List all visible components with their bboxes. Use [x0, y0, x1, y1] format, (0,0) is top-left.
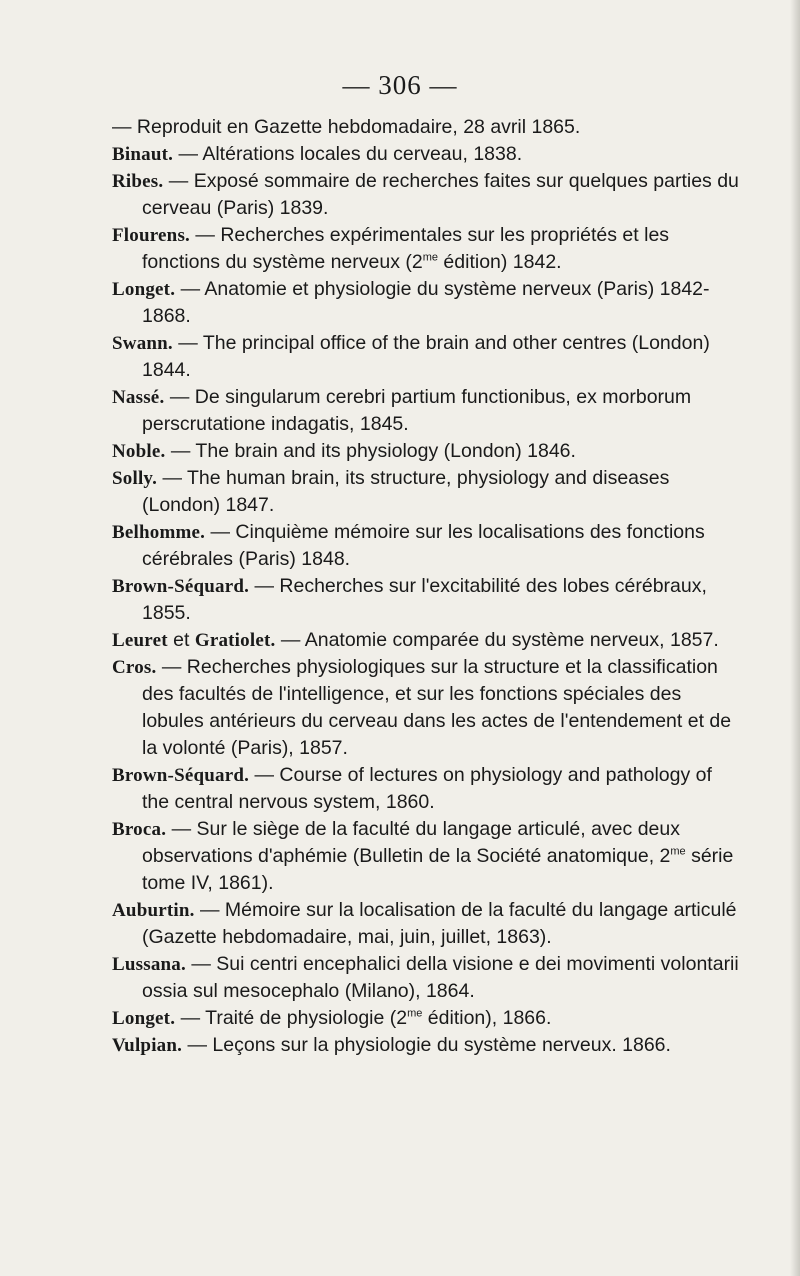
- bibliography-entry: [112, 384, 742, 438]
- bibliography-entry: [112, 762, 742, 816]
- bibliography-entry: [112, 141, 742, 168]
- entry-text: — Sui centri encephalici della visione e dei movimenti volontarii ossia sul mesocephalo (Milano), 1864.: [142, 953, 739, 1002]
- entry-author: Leuret: [112, 630, 168, 651]
- entry-text: — Sur le siège de la faculté du langage articulé, avec deux observations d'aphémie (Bulletin de la Société anatomique, 2: [142, 818, 680, 867]
- entry-author: Belhomme.: [112, 522, 206, 543]
- entry-text: — Course of lectures on physiology and pathology of the central nervous system, 1860.: [142, 764, 712, 813]
- bibliography-entry: [112, 114, 742, 141]
- entry-text: — Exposé sommaire de recherches faites sur quelques parties du cerveau (Paris) 1839.: [142, 170, 739, 219]
- entry-author: Lussana.: [112, 954, 186, 975]
- entry-text: — The principal office of the brain and other centres (London) 1844.: [142, 332, 710, 381]
- entry-superscript: me: [422, 251, 439, 264]
- bibliography-entry: [112, 330, 742, 384]
- entry-text-after: édition) 1842.: [438, 251, 562, 273]
- entry-text: — Anatomie et physiologie du système nerveux (Paris) 1842-1868.: [142, 278, 710, 327]
- bibliography-entry: [112, 519, 742, 573]
- bibliography-entry: [112, 276, 742, 330]
- entry-author: Flourens.: [112, 225, 190, 246]
- entry-text: — Altérations locales du cerveau, 1838.: [173, 143, 523, 165]
- bibliography-entry: [112, 816, 742, 897]
- bibliography-entry: [112, 573, 742, 627]
- entry-author: Swann.: [112, 333, 173, 354]
- bibliography-entry: [112, 1005, 742, 1032]
- entry-connector: et: [167, 629, 195, 651]
- entry-author: Binaut.: [112, 144, 174, 165]
- entry-author: Longet.: [112, 1008, 176, 1029]
- entry-author: Noble.: [112, 441, 166, 462]
- entry-author-second: Gratiolet.: [194, 630, 276, 651]
- entry-superscript: me: [670, 845, 686, 858]
- entry-text: — Recherches physiologiques sur la structure et la classification des facultés de l'intelligence, et sur les fonctions spéciales des lobules antérieurs du cerveau dans les actes de l'entendement et de la volonté (Paris), 1857.: [142, 656, 732, 759]
- bibliography-entry: [112, 222, 742, 276]
- entry-superscript: me: [407, 1007, 423, 1020]
- entry-author: Brown-Séquard.: [112, 576, 250, 597]
- bibliography-entry: [112, 438, 742, 465]
- page-edge-shadow: [790, 0, 800, 1276]
- entry-author: Nassé.: [112, 387, 165, 408]
- bibliography-entry: [112, 168, 742, 222]
- entry-text: — De singularum cerebri partium functionibus, ex morborum perscrutatione indagatis, 1845.: [142, 386, 692, 435]
- bibliography-list: [112, 114, 742, 1059]
- bibliography-entry: [112, 897, 742, 951]
- entry-text: — Cinquième mémoire sur les localisations des fonctions cérébrales (Paris) 1848.: [142, 521, 705, 570]
- bibliography-entry: [112, 627, 742, 654]
- bibliography-entry: [112, 654, 742, 762]
- entry-author: Broca.: [112, 819, 167, 840]
- entry-text: — Anatomie comparée du système nerveux, 1857.: [275, 629, 719, 651]
- entry-text-after: édition), 1866.: [422, 1007, 552, 1029]
- entry-author: Ribes.: [112, 171, 164, 192]
- entry-author: Solly.: [112, 468, 158, 489]
- entry-text: — Traité de physiologie (2: [175, 1007, 408, 1029]
- entry-text: — Recherches sur l'excitabilité des lobes cérébraux, 1855.: [142, 575, 707, 624]
- entry-text: — Leçons sur la physiologie du système nerveux. 1866.: [182, 1034, 671, 1056]
- entry-author: Vulpian.: [112, 1035, 183, 1056]
- entry-text: — Reproduit en Gazette hebdomadaire, 28 avril 1865.: [112, 116, 581, 138]
- entry-author: Longet.: [112, 279, 176, 300]
- entry-text: — Recherches expérimentales sur les propriétés et les fonctions du système nerveux (2: [142, 224, 670, 273]
- entry-author: Brown-Séquard.: [112, 765, 250, 786]
- entry-text: — The human brain, its structure, physiology and diseases (London) 1847.: [142, 467, 670, 516]
- bibliography-entry: [112, 951, 742, 1005]
- entry-text: — Mémoire sur la localisation de la faculté du langage articulé (Gazette hebdomadaire, mai, juin, juillet, 1863).: [142, 899, 737, 948]
- entry-author: Auburtin.: [112, 900, 195, 921]
- entry-text-after: série tome IV, 1861).: [142, 845, 734, 894]
- page-number: — 306 —: [342, 70, 458, 100]
- bibliography-entry: [112, 465, 742, 519]
- entry-author: Cros.: [112, 657, 157, 678]
- entry-text: — The brain and its physiology (London) 1846.: [165, 440, 576, 462]
- bibliography-entry: [112, 1032, 742, 1059]
